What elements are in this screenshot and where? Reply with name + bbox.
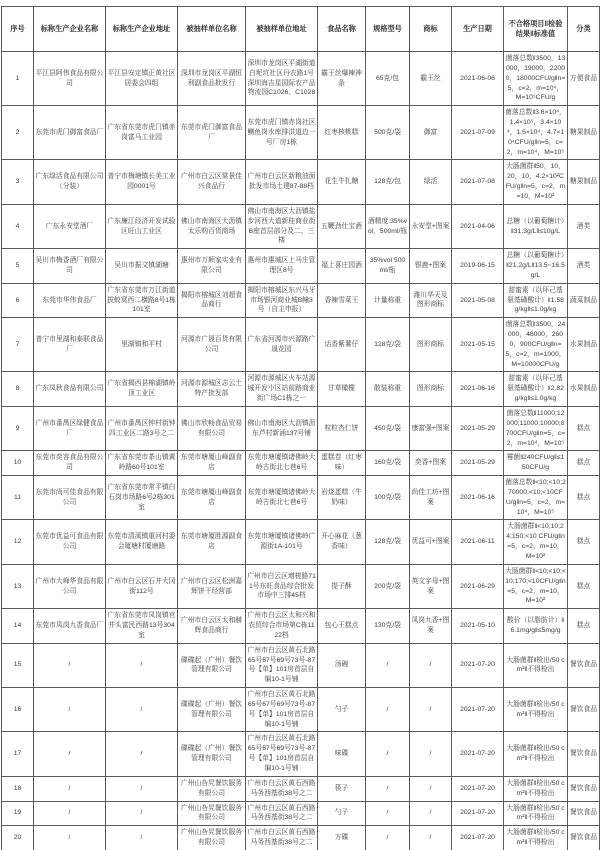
table-cell: 2021-04-06 (452, 204, 504, 248)
table-cell: 东莞市虎门御富食品厂 (34, 106, 106, 160)
table-cell: 东莞市塘厦山峰副食店 (178, 476, 246, 520)
table-cell: 东莞市奕容食品有限公司 (34, 451, 106, 476)
table-cell: 2021-07-20 (452, 826, 504, 850)
table-cell: 佛山市南海区大沥镇沥东芦村新涌137号铺 (246, 407, 318, 451)
table-cell: 东莞市虎门御富食品厂 (178, 106, 246, 160)
table-cell: 佛山市欣畅食品贸易有限公司 (178, 407, 246, 451)
table-cell: 200克/袋 (366, 564, 410, 608)
table-cell: 100克/袋 (366, 476, 410, 520)
table-cell: 话香紫薯仔 (318, 318, 366, 372)
table-cell: 160克/袋 (366, 451, 410, 476)
table-cell: 计量称重 (366, 283, 410, 318)
table-cell: 广州市番禺区绿健食品厂 (34, 407, 106, 451)
table-cell: 10 (2, 451, 34, 476)
table-cell: 汤碗 (318, 643, 366, 687)
table-cell: 酒精度:35%vol，500ml/瓶 (366, 204, 410, 248)
table-cell: 11 (2, 476, 34, 520)
table-cell: 甜蜜素（以环己基氨基磺酸计）‖1.58g/kg‖≤1.0g/kg (504, 283, 568, 318)
table-cell: 糕点 (568, 407, 600, 451)
table-row (2, 643, 600, 687)
table-cell: 东莞市塘厦镇诸佛岭大岭古街北七巷6号 (246, 476, 318, 520)
table-cell: 总糖（以葡萄糖计）‖21.2g/L‖13.5~16.5g/L (504, 249, 568, 284)
table-cell: / (106, 776, 178, 801)
table-cell: 广州市白云区太和赫辉食品商行 (178, 609, 246, 644)
table-row (2, 451, 600, 476)
table-cell: 霸王丝爆辣神条 (318, 52, 366, 106)
table-row (2, 407, 600, 451)
table-row (2, 826, 600, 850)
table-cell: 500克/袋 (366, 106, 410, 160)
table-cell: 大肠菌群‖检出/50 cm²‖不得检出 (504, 801, 568, 826)
table-cell: 酸价（以脂肪计）‖6.1mg/g‖≤5mg/g (504, 609, 568, 644)
table-cell: 大肠菌群‖<10;10;24;150;<10 CFU/g‖n=5，c=2，m=10，M=10² (504, 520, 568, 564)
table-cell: 优益可+图案 (410, 520, 452, 564)
table-cell: 广州市白云区棠景佳兴食品行 (178, 160, 246, 204)
column-header-9: 不合格项目‖检验结果‖标准值 (504, 7, 568, 52)
table-cell: 广东省东莞市茶山镇黄岭路60号101室 (106, 451, 178, 476)
table-cell: 甜蜜素（以环己基氨基磺酸计）‖2.82g/kg‖≤1.0g/kg (504, 372, 568, 407)
table-cell: 2 (2, 106, 34, 160)
table-cell: 花生牛扎糖 (318, 160, 366, 204)
table-cell: 广东省东莞市万江街道拔蛟窝西二横路8号1栋101室 (106, 283, 178, 318)
table-cell: 广州市白云区黄石北路65号67号69号73号-87号【单】101房首层自编10-1号铺 (246, 643, 318, 687)
table-cell: 2021-07-08 (452, 160, 504, 204)
header-row (2, 7, 600, 52)
table-cell: 东莞市华伟食品厂 (34, 283, 106, 318)
table-cell: 广州市白云区黄石北路65号67号69号73号-87号【单】101房首层自编10-1号铺 (246, 732, 318, 776)
table-cell: 大肠菌群‖检出/50 cm²‖不得检出 (504, 776, 568, 801)
table-cell: / (366, 643, 410, 687)
table-cell: 菌落总数‖3500，13000，19000，22000，18000CFU/g‖n=5，c=2，m=10⁴，M=10⁵CFU/g (504, 52, 568, 106)
table-cell: 东莞市塘厦镇诸佛岭大岭古街北七巷6号 (246, 451, 318, 476)
table-cell: / (106, 688, 178, 732)
table-cell: 图形商标 (410, 372, 452, 407)
table-cell: 1 (2, 52, 34, 106)
table-cell: 平江县安定镇正黄社区居委会四组 (106, 52, 178, 106)
table-cell: 普宁市梅塘镇长美工业园0001号 (106, 160, 178, 204)
table-cell: / (106, 643, 178, 687)
table-cell: 广州市番禺区钟村街钟四工业区二路3号之二 (106, 407, 178, 451)
table-cell: 筷子 (318, 776, 366, 801)
table-cell: 糕点 (568, 564, 600, 608)
table-cell: 128克/包 (366, 160, 410, 204)
table-cell: 2021-07-20 (452, 776, 504, 801)
table-cell: 128克/袋 (366, 318, 410, 372)
table-row (2, 318, 600, 372)
table-cell: 菌落总数‖11000;12000;11000;10000;8700CFU/g‖n=5，c=2，m=10⁴，M=10⁵ (504, 407, 568, 451)
table-cell: / (410, 643, 452, 687)
table-cell: 广州市白云区新粮油面批发市场土建87-88档 (246, 160, 318, 204)
table-cell: 揭阳市榕城区刘超食品商行 (178, 283, 246, 318)
table-cell: 勺子 (318, 801, 366, 826)
table-cell: 广州市白云区增槎路711号东旺食品综合批发市场中三排45档 (246, 564, 318, 608)
table-cell: 2021-07-20 (452, 688, 504, 732)
table-cell: 东莞市虎门镇赤岗社区鲗鱼岗水库排洪道边一号厂房1栋 (246, 106, 318, 160)
table-row (2, 732, 600, 776)
table-cell: 总糖（以葡萄糖计）‖31.3g/L‖≤10g/L (504, 204, 568, 248)
table-cell: 广东省东莞市虎门镇赤岗富马工业园 (106, 106, 178, 160)
table-cell: 广东凤秋食品有限公司 (34, 372, 106, 407)
table-cell: 糖果制品 (568, 106, 600, 160)
table-cell: 绿活 (410, 160, 452, 204)
table-cell: 普宁市里湖和泰联食品厂 (34, 318, 106, 372)
table-cell: 吴川市振文镇湖塘 (106, 249, 178, 284)
table-cell: 2021-06-16 (452, 372, 504, 407)
table-cell: / (34, 801, 106, 826)
table-cell: 广东省东莞市凤岗镇官井头富民西路13号304室 (106, 609, 178, 644)
table-cell: 水果制品 (568, 372, 600, 407)
table-cell: 河源市广晟百货有限公司 (178, 318, 246, 372)
table-cell: 3 (2, 160, 34, 204)
table-cell: 餐饮食品 (568, 826, 600, 850)
table-cell: 广东廉江经济开发试验区旺山工业区 (106, 204, 178, 248)
table-cell: 大肠菌群‖检出/50 cm²‖不得检出 (504, 826, 568, 850)
table-cell: 餐饮食品 (568, 643, 600, 687)
table-cell: 2021-06-11 (452, 520, 504, 564)
table-cell: 糕点 (568, 451, 600, 476)
table-cell: 广州市白云区石井大冈街112号 (106, 564, 178, 608)
table-cell: 餐饮食品 (568, 688, 600, 732)
table-cell: 16 (2, 688, 34, 732)
table-cell: 餐饮食品 (568, 732, 600, 776)
column-header-7: 商标 (410, 7, 452, 52)
table-cell: 广东永安堂酒厂 (34, 204, 106, 248)
table-cell: 广州市白云区黄石西路马务西基街38号之二 (246, 801, 318, 826)
table-cell: 12 (2, 520, 34, 564)
table-row (2, 106, 600, 160)
table-cell: / (34, 688, 106, 732)
table-cell: 佛山市南海区大沥镇盐步河西大道新桂商业街B座首层部分及二、三楼 (246, 204, 318, 248)
table-cell: 餐饮食品 (568, 801, 600, 826)
table-row (2, 564, 600, 608)
table-cell: / (106, 732, 178, 776)
table-cell: 碟碟起（广州）餐饮管理有限公司 (178, 688, 246, 732)
table-cell: 潍川华天及图形商标 (410, 283, 452, 318)
table-cell: 勺子 (318, 688, 366, 732)
table-cell: 银鹿+图案 (410, 249, 452, 284)
table-cell: 东莞市凤岗九香食品厂 (34, 609, 106, 644)
table-cell: 2021-07-09 (452, 106, 504, 160)
table-cell: 14 (2, 609, 34, 644)
table-cell: 广州山旮旯餐饮服务有限公司 (178, 801, 246, 826)
table-cell: 惠州市惠城区上马庄管理区8号 (246, 249, 318, 284)
table-cell: 散装称重 (366, 372, 410, 407)
table-cell: 130克/袋 (366, 609, 410, 644)
table-cell: 东莞市塘厦镇诸佛岭广源街1A-101号 (246, 520, 318, 564)
column-header-1: 标称生产企业名称 (34, 7, 106, 52)
table-cell: 2021-07-20 (452, 643, 504, 687)
table-cell: / (366, 776, 410, 801)
table-cell: 里湖镇和平村 (106, 318, 178, 372)
table-cell: 碟碟起（广州）餐饮管理有限公司 (178, 643, 246, 687)
table-cell: 7 (2, 318, 34, 372)
table-cell: 福上喜庄园酒 (318, 249, 366, 284)
table-cell: 东莞市塘厦胜源副食店 (178, 520, 246, 564)
table-cell: 19 (2, 801, 34, 826)
table-cell: 广州山旮旯餐饮服务有限公司 (178, 776, 246, 801)
table-cell: 20 (2, 826, 34, 850)
table-cell: 东莞市尚可佳食品有限公司 (34, 476, 106, 520)
table-cell: / (366, 826, 410, 850)
table-row (2, 801, 600, 826)
table-row (2, 204, 600, 248)
table-cell: 揭阳市榕城区东兴马牙市场银河商业城B幢3号（自主申报） (246, 283, 318, 318)
table-cell: 广州市白云区黄石西路马务西基街38号之二 (246, 826, 318, 850)
table-cell: / (106, 801, 178, 826)
table-cell: 方便食品 (568, 52, 600, 106)
column-header-3: 被抽样单位名称 (178, 7, 246, 52)
table-cell: 大肠菌群‖检出/50 cm²‖不得检出 (504, 688, 568, 732)
column-header-0: 序号 (2, 7, 34, 52)
table-cell: 糕点 (568, 609, 600, 644)
table-row (2, 688, 600, 732)
column-header-4: 被抽样单位地址 (246, 7, 318, 52)
table-cell: 菌落总数‖3500，24000，48000，2600，900CFU/g‖n=5，c=2，m=1000，M=10000CFU/g (504, 318, 568, 372)
inspection-results-table (1, 6, 600, 850)
table-cell: 广东省揭西县棉湖镇岭顶工业区 (106, 372, 178, 407)
table-cell: 2021-05-29 (452, 451, 504, 476)
table-cell: 2021-05-10 (452, 609, 504, 644)
table-cell: / (34, 826, 106, 850)
table-cell: 深圳市龙岗区平湖街道白坭坑社区丹农路1号深圳海吉星国际农产品物流园C1026、C1028 (246, 52, 318, 106)
table-cell: 包心王糕点 (318, 609, 366, 644)
table-cell: 广州市白云区松洲嘉辉饼干经营部 (178, 564, 246, 608)
column-header-10: 分类 (568, 7, 600, 52)
table-row (2, 249, 600, 284)
table-cell: 吴川市梅香酒厂有限公司 (34, 249, 106, 284)
table-cell: / (366, 732, 410, 776)
table-cell: 广东绿活食品有限公司（分装） (34, 160, 106, 204)
table-cell: 广州市白云区黄石西路马务西基街38号之二 (246, 776, 318, 801)
table-cell: 水果制品 (568, 318, 600, 372)
table-cell: 9 (2, 407, 34, 451)
table-row (2, 52, 600, 106)
table-cell: 奕香+图案 (410, 451, 452, 476)
table-cell: 图形商标 (410, 318, 452, 372)
table-cell: 35%vol 500ml/瓶 (366, 249, 410, 284)
table-cell: 广州山旮旯餐饮服务有限公司 (178, 826, 246, 850)
table-cell: 2021-05-08 (452, 283, 504, 318)
table-cell: 5 (2, 249, 34, 284)
table-cell: 河源市源城区志云土特产批发部 (178, 372, 246, 407)
table-cell: 8 (2, 372, 34, 407)
table-cell: / (34, 732, 106, 776)
table-cell: 450克/袋 (366, 407, 410, 451)
table-cell: 2021-07-20 (452, 732, 504, 776)
table-cell: 广州市白云区太和兴和农贸综合市场第C栋1122档 (246, 609, 318, 644)
table-cell: 糕点 (568, 476, 600, 520)
table-cell: 英文字母+图案 (410, 564, 452, 608)
table-cell: / (410, 826, 452, 850)
table-cell: 霸王丝 (410, 52, 452, 106)
table-cell: 岩烧蛋糕（牛奶味） (318, 476, 366, 520)
table-cell: 广州市大峰华食品有限公司 (34, 564, 106, 608)
column-header-2: 标称生产企业地址 (106, 7, 178, 52)
column-header-8: 生产日期 (452, 7, 504, 52)
table-cell: 2019-06-15 (452, 249, 504, 284)
table-cell: / (106, 826, 178, 850)
table-cell: 128克/袋 (366, 520, 410, 564)
table-cell: 开心麻花（葱香味） (318, 520, 366, 564)
table-cell: 17 (2, 732, 34, 776)
table-cell: 提子酥 (318, 564, 366, 608)
table-cell: 御富 (410, 106, 452, 160)
table-cell: 广州市白云区黄石北路65号67号69号73号-87号【单】101房首层自编10-1号铺 (246, 688, 318, 732)
table-row (2, 476, 600, 520)
table-cell: 尚佳工坊+图案 (410, 476, 452, 520)
table-cell: / (410, 688, 452, 732)
table-cell: 东莞市塘厦山峰副食店 (178, 451, 246, 476)
table-cell: 凤岗九香+图案 (410, 609, 452, 644)
table-cell: 2021-05-29 (452, 407, 504, 451)
column-header-5: 食品名称 (318, 7, 366, 52)
table-cell: 65克/包 (366, 52, 410, 106)
table-row (2, 776, 600, 801)
table-row (2, 283, 600, 318)
table-cell: 蔬菜制品 (568, 283, 600, 318)
table-cell: 糕点 (568, 520, 600, 564)
table-cell: 康富强+图案 (410, 407, 452, 451)
table-cell: 味碟 (318, 732, 366, 776)
table-cell: 4 (2, 204, 34, 248)
table-cell: 2021-07-20 (452, 801, 504, 826)
table-cell: 河源市源城区火车站源城开发小区站前路商业街广场C1栋之一 (246, 372, 318, 407)
table-row (2, 609, 600, 644)
table-body (2, 52, 600, 850)
table-cell: 糖果制品 (568, 160, 600, 204)
table-cell: 6 (2, 283, 34, 318)
table-cell: 惠州市万顺家实业有限公司 (178, 249, 246, 284)
table-cell: 甘草橄榄 (318, 372, 366, 407)
table-cell: 粒粒杏仁饼 (318, 407, 366, 451)
table-cell: 2021-05-15 (452, 318, 504, 372)
table-cell: 13 (2, 564, 34, 608)
table-cell: 香辣雪菜王 (318, 283, 366, 318)
table-cell: 东莞市清溪镇重河村委会厦塘村厦塘路 (106, 520, 178, 564)
table-cell: / (34, 643, 106, 687)
table-cell: 广东省河源市兴源路广晟花园 (246, 318, 318, 372)
table-cell: 酒类 (568, 249, 600, 284)
table-cell: / (410, 776, 452, 801)
table-cell: 酒类 (568, 204, 600, 248)
table-cell: 东莞市优益可食品有限公司 (34, 520, 106, 564)
table-cell: / (410, 801, 452, 826)
table-cell: 18 (2, 776, 34, 801)
table-header (2, 7, 600, 52)
table-cell: 大肠菌群‖50，10，20，10，4.2×10²CFU/g‖n=5，c=2，m=10，M=10² (504, 160, 568, 204)
table-cell: 霉菌‖240CFU/g‖≤150CFU/g (504, 451, 568, 476)
table-cell: 大肠菌群‖检出/50 cm²‖不得检出 (504, 643, 568, 687)
table-cell: 碟碟起（广州）餐饮管理有限公司 (178, 732, 246, 776)
table-cell: / (34, 776, 106, 801)
table-cell: / (410, 732, 452, 776)
table-cell: / (366, 688, 410, 732)
table-cell: 2021-06-06 (452, 52, 504, 106)
table-cell: 永安堂+图案 (410, 204, 452, 248)
table-cell: 大肠菌群‖<10;<10;<10;170;<10CFU/g‖n=5，c=2，m=10，M=10² (504, 564, 568, 608)
table-cell: 菌落总数‖<10;<10;270000;<10;<10CFU/g‖n=5，c=2，m=10⁴，M=10⁵ (504, 476, 568, 520)
table-cell: 佛山市南海区大沥镇太乐购百货商场 (178, 204, 246, 248)
column-header-6: 规格型号 (366, 7, 410, 52)
table-cell: 平江县阿伟食品有限公司 (34, 52, 106, 106)
table-row (2, 372, 600, 407)
table-cell: 15 (2, 643, 34, 687)
table-cell: 红枣核桃糕 (318, 106, 366, 160)
table-cell: 菌落总数‖3.6×10⁴，1.4×10⁵，3.4×10⁴，1.5×10⁴，4.7×10⁴CFU/g‖n=5，c=2，m=10⁴，M=10⁵ (504, 106, 568, 160)
table-cell: 广东省东莞市常平镇白石岗市场路6号2栋301室 (106, 476, 178, 520)
table-cell: 餐饮食品 (568, 776, 600, 801)
table-cell: / (366, 801, 410, 826)
table-cell: 深圳市龙岗区平湖恒利副食品批发行 (178, 52, 246, 106)
table-cell: 2021-06-29 (452, 564, 504, 608)
table-cell: 方碟 (318, 826, 366, 850)
table-cell: 五鞭劲仕宝酒 (318, 204, 366, 248)
table-row (2, 520, 600, 564)
table-row (2, 160, 600, 204)
table-cell: 蛋糕卷（红枣味） (318, 451, 366, 476)
table-cell: 2021-06-16 (452, 476, 504, 520)
table-cell: 大肠菌群‖检出/50 cm²‖不得检出 (504, 732, 568, 776)
